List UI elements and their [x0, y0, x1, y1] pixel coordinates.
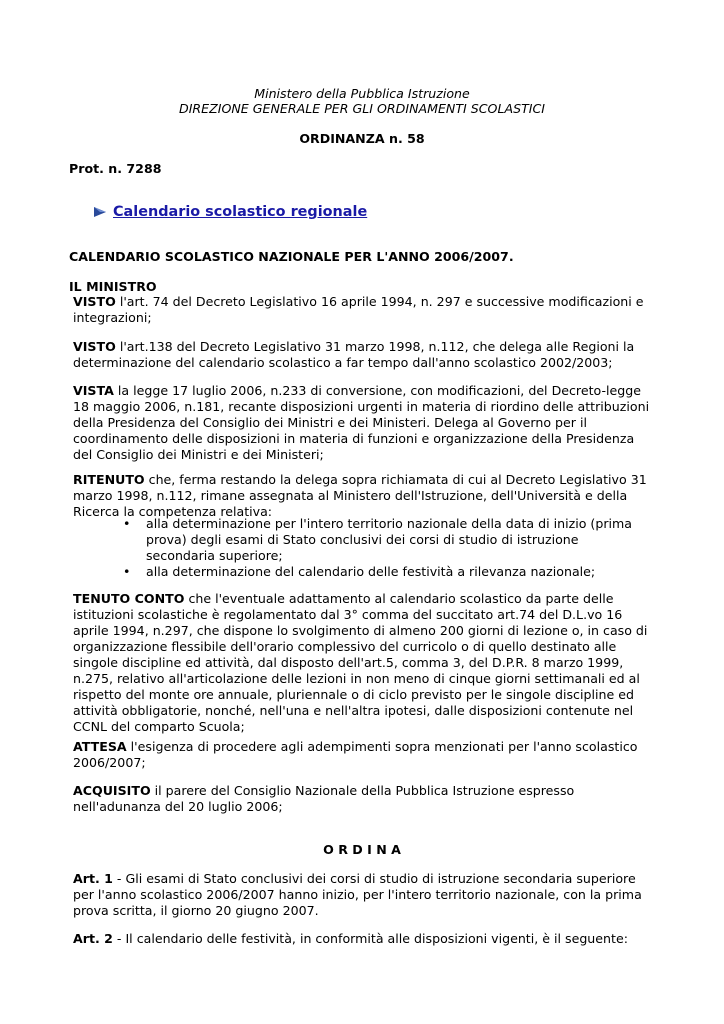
protocol-number: Prot. n. 7288 [69, 161, 162, 176]
paragraph-attesa [73, 739, 653, 771]
paragraph-text: l'esigenza di procedere agli adempimenti sopra menzionati per l'anno scolastico 2006/2007; [73, 739, 638, 770]
list-item: • alla determinazione del calendario delle festività a rilevanza nazionale; [120, 564, 640, 580]
arrow-right-icon [93, 206, 107, 218]
keyword: ACQUISITO [73, 783, 151, 798]
paragraph-visto-1 [73, 294, 653, 326]
keyword: VISTA [73, 383, 114, 398]
ordina-heading: O R D I N A [323, 842, 401, 857]
article-1 [73, 871, 653, 919]
keyword: TENUTO CONTO [73, 591, 185, 606]
list-item: • alla determinazione per l'intero territorio nazionale della data di inizio (prima prova) degli esami di Stato conclusivi dei corsi di studio di istruzione secondaria superiore; [120, 516, 640, 564]
direction-name: DIREZIONE GENERALE PER GLI ORDINAMENTI SCOLASTICI [179, 101, 545, 116]
paragraph-acquisito [73, 783, 653, 815]
article-2 [73, 931, 653, 947]
article-number: Art. 2 [73, 931, 113, 946]
keyword: RITENUTO [73, 472, 145, 487]
paragraph-text: la legge 17 luglio 2006, n.233 di conversione, con modificazioni, del Decreto-legge 18 maggio 2006, n.181, recante disposizioni urgenti in materia di riordino delle attribuzioni della Presidenza del Consiglio dei Ministri e dei Ministeri. Delega al Governo per il coordinamento delle disposizioni in materia di funzioni e organizzazione della Presidenza del Consiglio dei Ministri e dei Ministeri; [73, 383, 650, 462]
article-text: - Gli esami di Stato conclusivi dei corsi di studio di istruzione secondaria superiore per l'anno scolastico 2006/2007 hanno inizio, per l'intero territorio nazionale, con la prima prova scritta, il giorno 20 giugno 2007. [73, 871, 642, 918]
paragraph-vista [73, 383, 653, 463]
paragraph-visto-2 [73, 339, 653, 371]
competence-list [120, 516, 640, 580]
ordinance-number: ORDINANZA n. 58 [299, 131, 425, 146]
minister-heading: IL MINISTRO [69, 279, 157, 294]
article-text: - Il calendario delle festività, in conformità alle disposizioni vigenti, è il seguente: [112, 931, 628, 946]
paragraph-text: che, ferma restando la delega sopra richiamata di cui al Decreto Legislativo 31 marzo 1998, n.112, rimane assegnata al Ministero dell'Istruzione, dell'Università e della Ricerca la competenza relativa: [73, 472, 647, 519]
regional-calendar-link-row[interactable] [93, 204, 367, 220]
keyword: VISTO [73, 339, 116, 354]
ministry-name: Ministero della Pubblica Istruzione [254, 86, 470, 101]
keyword: VISTO [73, 294, 116, 309]
paragraph-text: il parere del Consiglio Nazionale della Pubblica Istruzione espresso nell'adunanza del 20 luglio 2006; [73, 783, 575, 814]
paragraph-tenuto-conto [73, 591, 653, 735]
keyword: ATTESA [73, 739, 127, 754]
paragraph-text: l'art. 74 del Decreto Legislativo 16 aprile 1994, n. 297 e successive modificazioni e integrazioni; [73, 294, 644, 325]
document-title: CALENDARIO SCOLASTICO NAZIONALE PER L'ANNO 2006/2007. [69, 249, 514, 264]
paragraph-ritenuto [73, 472, 653, 520]
paragraph-text: che l'eventuale adattamento al calendario scolastico da parte delle istituzioni scolastiche è regolamentato dal 3° comma del succitato art.74 del D.L.vo 16 aprile 1994, n.297, che dispone lo svolgimento di almeno 200 giorni di lezione o, in caso di organizzazione flessibile dell'orario complessivo del curricolo o di quello destinato alle singole discipline ed attività, dal disposto dell'art.5, comma 3, del D.P.R. 8 marzo 1999, n.275, relativo all'articolazione delle lezioni in non meno di cinque giorni settimanali ed al rispetto del monte ore annuale, pluriennale o di ciclo previsto per le singole discipline ed attività obbligatorie, nonché, nell'una e nell'altra ipotesi, dalle disposizioni contenute nel CCNL del comparto Scuola; [73, 591, 648, 734]
paragraph-text: l'art.138 del Decreto Legislativo 31 marzo 1998, n.112, che delega alle Regioni la determinazione del calendario scolastico a far tempo dall'anno scolastico 2002/2003; [73, 339, 635, 370]
regional-calendar-link[interactable]: Calendario scolastico regionale [113, 204, 368, 220]
article-number: Art. 1 [73, 871, 113, 886]
